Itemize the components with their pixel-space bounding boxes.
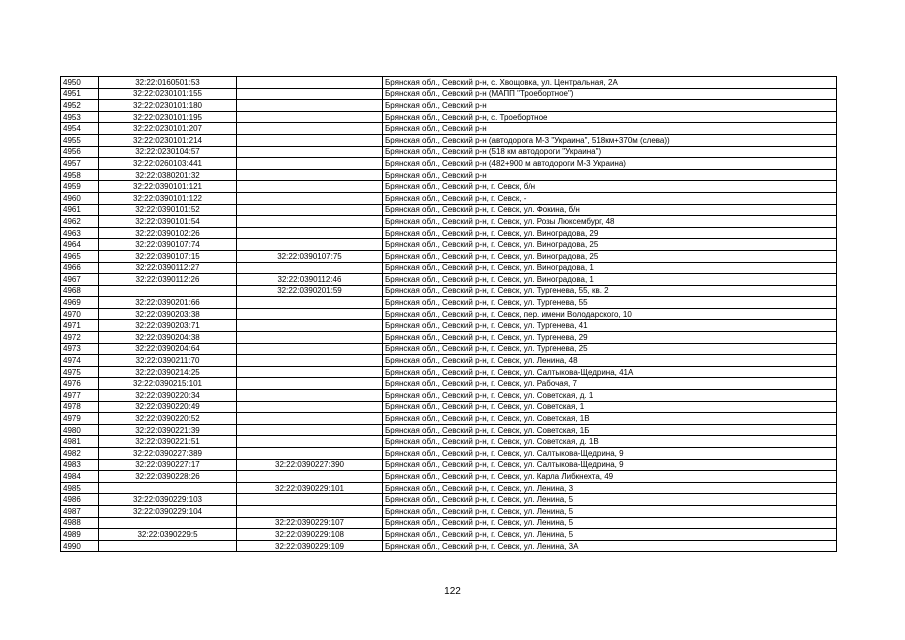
- table-row: [61, 320, 837, 332]
- row-number-cell: 4954: [61, 123, 99, 135]
- cadastral-number-cell: 32:22:0390220:52: [99, 413, 237, 425]
- address-cell: Брянская обл., Севский р-н, г. Севск, -: [383, 192, 837, 204]
- sub-cadastral-number-cell: [237, 111, 383, 123]
- row-number-cell: 4951: [61, 88, 99, 100]
- table-row: [61, 529, 837, 541]
- cadastral-number-cell: 32:22:0390211:70: [99, 355, 237, 367]
- address-cell: Брянская обл., Севский р-н, г. Севск, ул. Фокина, б/н: [383, 204, 837, 216]
- table-row: [61, 274, 837, 286]
- address-cell: Брянская обл., Севский р-н (МАПП "Троебортное"): [383, 88, 837, 100]
- sub-cadastral-number-cell: [237, 192, 383, 204]
- row-number-cell: 4972: [61, 332, 99, 344]
- row-number-cell: 4962: [61, 216, 99, 228]
- sub-cadastral-number-cell: [237, 320, 383, 332]
- sub-cadastral-number-cell: [237, 239, 383, 251]
- row-number-cell: 4959: [61, 181, 99, 193]
- sub-cadastral-number-cell: [237, 158, 383, 170]
- table-row: [61, 424, 837, 436]
- row-number-cell: 4977: [61, 390, 99, 402]
- sub-cadastral-number-cell: [237, 297, 383, 309]
- row-number-cell: 4969: [61, 297, 99, 309]
- address-cell: Брянская обл., Севский р-н: [383, 123, 837, 135]
- address-cell: Брянская обл., Севский р-н, г. Севск, ул. Ленина, 48: [383, 355, 837, 367]
- sub-cadastral-number-cell: [237, 308, 383, 320]
- sub-cadastral-number-cell: [237, 424, 383, 436]
- address-cell: Брянская обл., Севский р-н, г. Севск, ул. Виноградова, 29: [383, 227, 837, 239]
- row-number-cell: 4958: [61, 169, 99, 181]
- cadastral-number-cell: 32:22:0390101:122: [99, 192, 237, 204]
- address-cell: Брянская обл., Севский р-н, г. Севск, ул. Ленина, 5: [383, 505, 837, 517]
- sub-cadastral-number-cell: 32:22:0390229:107: [237, 517, 383, 529]
- cadastral-number-cell: 32:22:0160501:53: [99, 77, 237, 89]
- table-row: [61, 505, 837, 517]
- cadastral-number-cell: 32:22:0230101:155: [99, 88, 237, 100]
- cadastral-number-cell: 32:22:0390227:17: [99, 459, 237, 471]
- cadastral-number-cell: 32:22:0390101:52: [99, 204, 237, 216]
- cadastral-number-cell: 32:22:0390228:26: [99, 471, 237, 483]
- table-row: [61, 413, 837, 425]
- sub-cadastral-number-cell: [237, 355, 383, 367]
- table-row: [61, 216, 837, 228]
- row-number-cell: 4967: [61, 274, 99, 286]
- row-number-cell: 4988: [61, 517, 99, 529]
- row-number-cell: 4961: [61, 204, 99, 216]
- table-row: [61, 390, 837, 402]
- row-number-cell: 4980: [61, 424, 99, 436]
- address-cell: Брянская обл., Севский р-н, г. Севск, ул. Советская, д. 1: [383, 390, 837, 402]
- sub-cadastral-number-cell: [237, 134, 383, 146]
- address-cell: Брянская обл., Севский р-н, г. Севск, пер. имени Володарского, 10: [383, 308, 837, 320]
- cadastral-number-cell: 32:22:0390201:66: [99, 297, 237, 309]
- address-cell: Брянская обл., Севский р-н, г. Севск, ул. Рабочая, 7: [383, 378, 837, 390]
- row-number-cell: 4983: [61, 459, 99, 471]
- cadastral-number-cell: 32:22:0380201:32: [99, 169, 237, 181]
- table-row: [61, 459, 837, 471]
- row-number-cell: 4982: [61, 448, 99, 460]
- sub-cadastral-number-cell: [237, 204, 383, 216]
- row-number-cell: 4990: [61, 540, 99, 552]
- cadastral-number-cell: [99, 517, 237, 529]
- address-cell: Брянская обл., Севский р-н, г. Севск, ул. Тургенева, 25: [383, 343, 837, 355]
- table-row: [61, 517, 837, 529]
- row-number-cell: 4974: [61, 355, 99, 367]
- row-number-cell: 4987: [61, 505, 99, 517]
- table-row: [61, 100, 837, 112]
- address-cell: Брянская обл., Севский р-н, г. Севск, ул. Советская, 1В: [383, 413, 837, 425]
- sub-cadastral-number-cell: [237, 216, 383, 228]
- address-cell: Брянская обл., Севский р-н, г. Севск, ул. Салтыкова-Щедрина, 41А: [383, 366, 837, 378]
- row-number-cell: 4966: [61, 262, 99, 274]
- cadastral-number-cell: 32:22:0390101:121: [99, 181, 237, 193]
- table-row: [61, 285, 837, 297]
- row-number-cell: 4953: [61, 111, 99, 123]
- address-cell: Брянская обл., Севский р-н, г. Севск, ул. Салтыкова-Щедрина, 9: [383, 448, 837, 460]
- sub-cadastral-number-cell: [237, 332, 383, 344]
- cadastral-number-cell: 32:22:0230104:57: [99, 146, 237, 158]
- cadastral-number-cell: [99, 482, 237, 494]
- table-row: [61, 482, 837, 494]
- row-number-cell: 4952: [61, 100, 99, 112]
- table-row: [61, 297, 837, 309]
- address-cell: Брянская обл., Севский р-н, г. Севск, ул. Ленина, 5: [383, 494, 837, 506]
- table-row: [61, 134, 837, 146]
- row-number-cell: 4981: [61, 436, 99, 448]
- sub-cadastral-number-cell: [237, 262, 383, 274]
- cadastral-number-cell: 32:22:0230101:207: [99, 123, 237, 135]
- table-row: [61, 88, 837, 100]
- address-cell: Брянская обл., Севский р-н, г. Севск, ул. Розы Люксембург, 48: [383, 216, 837, 228]
- cadastral-number-cell: 32:22:0390214:25: [99, 366, 237, 378]
- sub-cadastral-number-cell: [237, 505, 383, 517]
- address-cell: Брянская обл., Севский р-н, г. Севск, ул. Карла Либкнехта, 49: [383, 471, 837, 483]
- row-number-cell: 4989: [61, 529, 99, 541]
- address-cell: Брянская обл., Севский р-н, г. Севск, ул. Виноградова, 25: [383, 239, 837, 251]
- cadastral-number-cell: [99, 285, 237, 297]
- table-row: [61, 355, 837, 367]
- sub-cadastral-number-cell: [237, 471, 383, 483]
- address-cell: Брянская обл., Севский р-н (482+900 м автодороги М-3 Украина): [383, 158, 837, 170]
- sub-cadastral-number-cell: [237, 100, 383, 112]
- cadastral-number-cell: 32:22:0390227:389: [99, 448, 237, 460]
- sub-cadastral-number-cell: [237, 123, 383, 135]
- address-cell: Брянская обл., Севский р-н, г. Севск, ул. Ленина, 3: [383, 482, 837, 494]
- cadastral-number-cell: 32:22:0390221:51: [99, 436, 237, 448]
- row-number-cell: 4973: [61, 343, 99, 355]
- table-row: [61, 401, 837, 413]
- table-row: [61, 494, 837, 506]
- row-number-cell: 4957: [61, 158, 99, 170]
- address-cell: Брянская обл., Севский р-н, с. Хвощовка, ул. Центральная, 2А: [383, 77, 837, 89]
- sub-cadastral-number-cell: [237, 448, 383, 460]
- address-cell: Брянская обл., Севский р-н, г. Севск, ул. Советская, 1: [383, 401, 837, 413]
- cadastral-number-cell: 32:22:0230101:180: [99, 100, 237, 112]
- table-row: [61, 192, 837, 204]
- table-row: [61, 123, 837, 135]
- cadastral-number-cell: [99, 540, 237, 552]
- cadastral-number-cell: 32:22:0390229:5: [99, 529, 237, 541]
- sub-cadastral-number-cell: 32:22:0390227:390: [237, 459, 383, 471]
- table-row: [61, 227, 837, 239]
- cadastral-number-cell: 32:22:0390112:26: [99, 274, 237, 286]
- row-number-cell: 4964: [61, 239, 99, 251]
- registry-table-body: [61, 77, 837, 552]
- address-cell: Брянская обл., Севский р-н, г. Севск, ул. Тургенева, 41: [383, 320, 837, 332]
- sub-cadastral-number-cell: [237, 77, 383, 89]
- sub-cadastral-number-cell: 32:22:0390201:59: [237, 285, 383, 297]
- cadastral-number-cell: 32:22:0390204:64: [99, 343, 237, 355]
- sub-cadastral-number-cell: 32:22:0390112:46: [237, 274, 383, 286]
- sub-cadastral-number-cell: [237, 366, 383, 378]
- address-cell: Брянская обл., Севский р-н, г. Севск, ул. Тургенева, 55: [383, 297, 837, 309]
- cadastral-number-cell: 32:22:0390203:38: [99, 308, 237, 320]
- address-cell: Брянская обл., Севский р-н, г. Севск, ул. Салтыкова-Щедрина, 9: [383, 459, 837, 471]
- cadastral-number-cell: 32:22:0390221:39: [99, 424, 237, 436]
- address-cell: Брянская обл., Севский р-н, г. Севск, ул. Советская, д. 1В: [383, 436, 837, 448]
- address-cell: Брянская обл., Севский р-н, с. Троебортное: [383, 111, 837, 123]
- row-number-cell: 4956: [61, 146, 99, 158]
- sub-cadastral-number-cell: [237, 146, 383, 158]
- sub-cadastral-number-cell: 32:22:0390107:75: [237, 250, 383, 262]
- sub-cadastral-number-cell: [237, 378, 383, 390]
- address-cell: Брянская обл., Севский р-н, г. Севск, ул. Виноградова, 1: [383, 262, 837, 274]
- address-cell: Брянская обл., Севский р-н, г. Севск, б/н: [383, 181, 837, 193]
- table-row: [61, 540, 837, 552]
- row-number-cell: 4970: [61, 308, 99, 320]
- table-row: [61, 448, 837, 460]
- row-number-cell: 4965: [61, 250, 99, 262]
- sub-cadastral-number-cell: [237, 343, 383, 355]
- table-row: [61, 146, 837, 158]
- table-row: [61, 436, 837, 448]
- address-cell: Брянская обл., Севский р-н, г. Севск, ул. Тургенева, 29: [383, 332, 837, 344]
- row-number-cell: 4955: [61, 134, 99, 146]
- row-number-cell: 4979: [61, 413, 99, 425]
- row-number-cell: 4975: [61, 366, 99, 378]
- sub-cadastral-number-cell: [237, 181, 383, 193]
- address-cell: Брянская обл., Севский р-н: [383, 169, 837, 181]
- cadastral-number-cell: 32:22:0390203:71: [99, 320, 237, 332]
- table-row: [61, 181, 837, 193]
- sub-cadastral-number-cell: [237, 169, 383, 181]
- address-cell: Брянская обл., Севский р-н, г. Севск, ул. Ленина, 3А: [383, 540, 837, 552]
- cadastral-number-cell: 32:22:0390107:15: [99, 250, 237, 262]
- address-cell: Брянская обл., Севский р-н, г. Севск, ул. Виноградова, 1: [383, 274, 837, 286]
- cadastral-number-cell: 32:22:0390101:54: [99, 216, 237, 228]
- property-registry-table: [60, 76, 837, 552]
- table-row: [61, 204, 837, 216]
- table-row: [61, 366, 837, 378]
- table-row: [61, 111, 837, 123]
- row-number-cell: 4950: [61, 77, 99, 89]
- cadastral-number-cell: 32:22:0390215:101: [99, 378, 237, 390]
- sub-cadastral-number-cell: 32:22:0390229:109: [237, 540, 383, 552]
- address-cell: Брянская обл., Севский р-н, г. Севск, ул. Ленина, 5: [383, 529, 837, 541]
- table-row: [61, 262, 837, 274]
- address-cell: Брянская обл., Севский р-н (518 км автодороги "Украина"): [383, 146, 837, 158]
- row-number-cell: 4960: [61, 192, 99, 204]
- row-number-cell: 4971: [61, 320, 99, 332]
- cadastral-number-cell: 32:22:0390229:104: [99, 505, 237, 517]
- table-row: [61, 332, 837, 344]
- cadastral-number-cell: 32:22:0390220:49: [99, 401, 237, 413]
- cadastral-number-cell: 32:22:0390229:103: [99, 494, 237, 506]
- row-number-cell: 4968: [61, 285, 99, 297]
- table-row: [61, 250, 837, 262]
- table-row: [61, 158, 837, 170]
- cadastral-number-cell: 32:22:0390112:27: [99, 262, 237, 274]
- cadastral-number-cell: 32:22:0390220:34: [99, 390, 237, 402]
- cadastral-number-cell: 32:22:0390107:74: [99, 239, 237, 251]
- table-row: [61, 169, 837, 181]
- row-number-cell: 4963: [61, 227, 99, 239]
- page-number: 122: [444, 586, 461, 597]
- table-row: [61, 378, 837, 390]
- sub-cadastral-number-cell: 32:22:0390229:101: [237, 482, 383, 494]
- cadastral-number-cell: 32:22:0390102:26: [99, 227, 237, 239]
- table-row: [61, 471, 837, 483]
- sub-cadastral-number-cell: [237, 401, 383, 413]
- address-cell: Брянская обл., Севский р-н: [383, 100, 837, 112]
- sub-cadastral-number-cell: [237, 390, 383, 402]
- table-row: [61, 239, 837, 251]
- row-number-cell: 4978: [61, 401, 99, 413]
- row-number-cell: 4985: [61, 482, 99, 494]
- address-cell: Брянская обл., Севский р-н, г. Севск, ул. Ленина, 5: [383, 517, 837, 529]
- sub-cadastral-number-cell: [237, 227, 383, 239]
- sub-cadastral-number-cell: 32:22:0390229:108: [237, 529, 383, 541]
- row-number-cell: 4984: [61, 471, 99, 483]
- sub-cadastral-number-cell: [237, 413, 383, 425]
- sub-cadastral-number-cell: [237, 494, 383, 506]
- address-cell: Брянская обл., Севский р-н (автодорога М-3 "Украина", 518км+370м (слева)): [383, 134, 837, 146]
- cadastral-number-cell: 32:22:0260103:441: [99, 158, 237, 170]
- cadastral-number-cell: 32:22:0230101:214: [99, 134, 237, 146]
- cadastral-number-cell: 32:22:0390204:38: [99, 332, 237, 344]
- address-cell: Брянская обл., Севский р-н, г. Севск, ул. Тургенева, 55, кв. 2: [383, 285, 837, 297]
- sub-cadastral-number-cell: [237, 88, 383, 100]
- row-number-cell: 4986: [61, 494, 99, 506]
- table-row: [61, 308, 837, 320]
- table-row: [61, 343, 837, 355]
- table-row: [61, 77, 837, 89]
- sub-cadastral-number-cell: [237, 436, 383, 448]
- address-cell: Брянская обл., Севский р-н, г. Севск, ул. Виноградова, 25: [383, 250, 837, 262]
- cadastral-number-cell: 32:22:0230101:195: [99, 111, 237, 123]
- row-number-cell: 4976: [61, 378, 99, 390]
- address-cell: Брянская обл., Севский р-н, г. Севск, ул. Советская, 1Б: [383, 424, 837, 436]
